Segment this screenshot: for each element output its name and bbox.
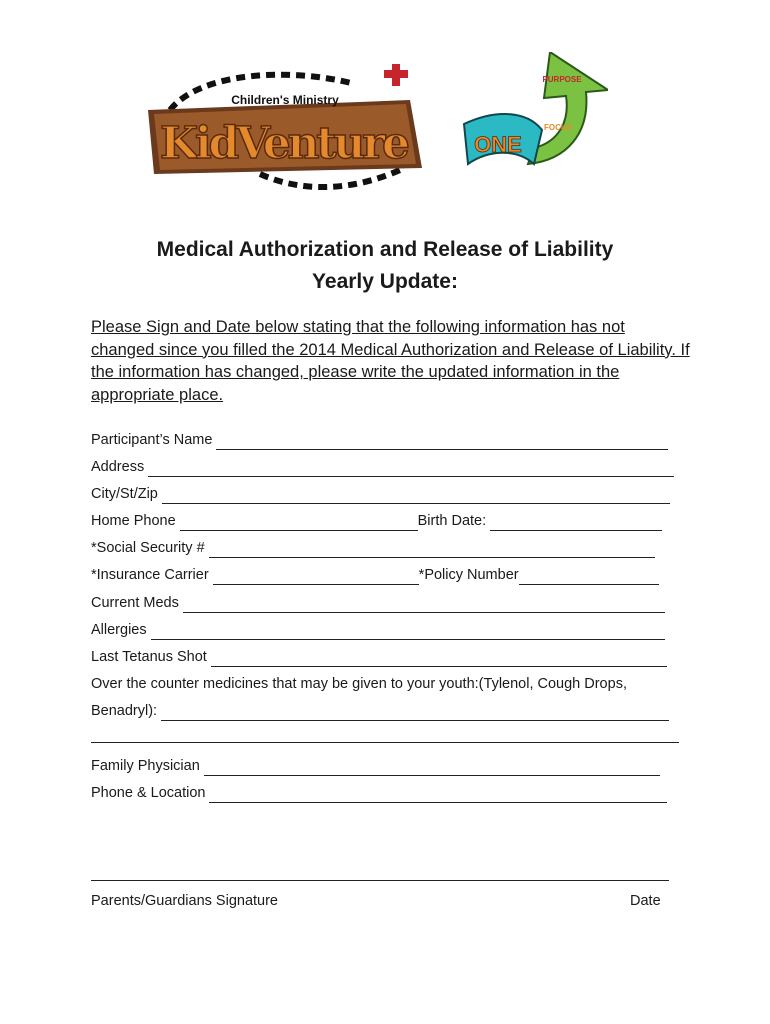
last-tetanus-label: Last Tetanus Shot — [91, 649, 207, 665]
participant-name-row — [91, 430, 668, 450]
arrow-word-purpose: PURPOSE — [542, 75, 582, 84]
phone-location-line[interactable] — [209, 788, 667, 803]
city-st-zip-label: City/St/Zip — [91, 486, 158, 502]
phone-birthdate-row — [91, 511, 662, 531]
arrow-word-one: ONE — [474, 132, 522, 157]
kidventure-logo — [140, 62, 430, 197]
family-physician-label: Family Physician — [91, 758, 200, 774]
last-tetanus-row — [91, 647, 667, 667]
address-line[interactable] — [148, 462, 674, 477]
allergies-label: Allergies — [91, 622, 147, 638]
phone-location-row — [91, 783, 667, 803]
birth-date-label: Birth Date: — [417, 513, 487, 529]
participant-name-line[interactable] — [216, 435, 668, 450]
ssn-row — [91, 538, 655, 558]
arrow-word-focus: FOCUS — [544, 123, 572, 132]
otc-answer-row — [91, 701, 669, 721]
form-title-line1: Medical Authorization and Release of Liability — [156, 238, 614, 261]
otc-answer-line[interactable] — [161, 706, 669, 721]
instructions-paragraph: Please Sign and Date below stating that the following information has not changed since you filled the 2014 Medical Authorization and Release of Liability. If the information has changed, please write the updated information in the appropriate place. — [91, 318, 690, 404]
insurance-carrier-label: *Insurance Carrier — [91, 567, 209, 583]
insurance-row — [91, 565, 659, 585]
home-phone-line[interactable] — [180, 516, 418, 531]
home-phone-label: Home Phone — [91, 513, 176, 529]
family-physician-row — [91, 756, 660, 776]
otc-extra-row — [91, 728, 679, 743]
insurance-carrier-line[interactable] — [213, 570, 419, 585]
current-meds-line[interactable] — [183, 598, 665, 613]
family-physician-line[interactable] — [204, 761, 660, 776]
birth-date-line[interactable] — [490, 516, 662, 531]
ministry-name-text: Children's Ministry — [231, 93, 339, 107]
otc-question-row — [91, 674, 627, 694]
city-st-zip-line[interactable] — [162, 489, 670, 504]
address-label: Address — [91, 459, 145, 475]
ssn-line[interactable] — [209, 543, 655, 558]
signature-label: Parents/Guardians Signature — [91, 893, 278, 909]
allergies-line[interactable] — [151, 625, 665, 640]
current-meds-label: Current Meds — [91, 595, 179, 611]
city-st-zip-row — [91, 484, 670, 504]
participant-name-label: Participant’s Name — [91, 432, 213, 448]
current-meds-row — [91, 593, 665, 613]
address-row — [91, 457, 674, 477]
policy-number-label: *Policy Number — [418, 567, 519, 583]
policy-number-line[interactable] — [519, 570, 659, 585]
otc-extra-line[interactable] — [91, 728, 679, 743]
phone-location-label: Phone & Location — [91, 785, 206, 801]
brand-name-text: KidVenture — [160, 118, 410, 169]
one-purpose-arrow-logo — [458, 52, 608, 177]
form-title — [0, 234, 770, 298]
allergies-row — [91, 620, 665, 640]
form-title-line2: Yearly Update: — [312, 270, 458, 293]
last-tetanus-line[interactable] — [211, 652, 667, 667]
otc-answer-label: Benadryl): — [91, 703, 158, 719]
ssn-label: *Social Security # — [91, 540, 205, 556]
date-label: Date — [630, 893, 661, 909]
signature-line[interactable] — [91, 880, 669, 881]
otc-question-label: Over the counter medicines that may be given to your youth:(Tylenol, Cough Drops, — [91, 676, 627, 692]
